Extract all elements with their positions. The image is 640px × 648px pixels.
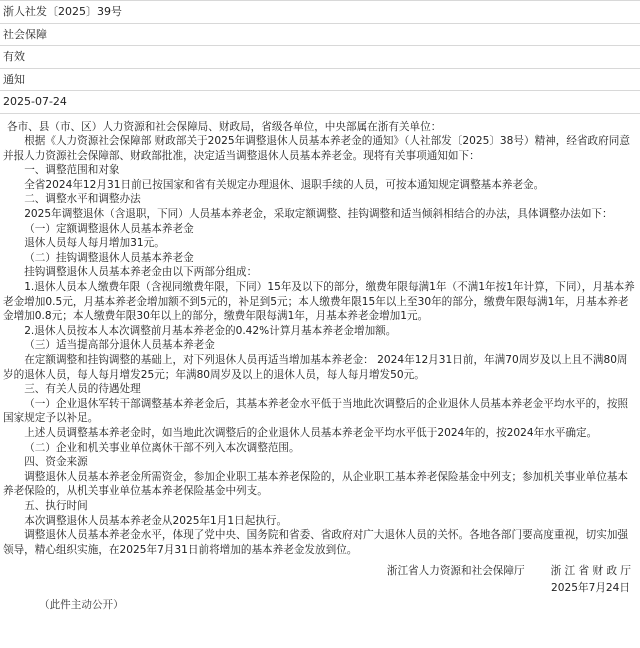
- signature-date: 2025年7月24日: [551, 582, 630, 595]
- section-2-title: 二、调整水平和调整办法: [24, 193, 141, 206]
- section-4-text: 调整退休人员基本养老金所需资金，参加企业职工基本养老保险的，从企业职工基本养老保险基金中列支；参加机关事业单位基本养老保险的，从机关事业单位基本养老保险基金中列支。: [3, 470, 629, 498]
- disclosure-note: （此件主动公开）: [39, 599, 124, 612]
- document-category: 社会保障: [0, 24, 640, 47]
- document-type: 通知: [0, 69, 640, 92]
- signature-org-finance: 浙 江 省 财 政 厅: [550, 565, 631, 578]
- section-2-3-title: （三）适当提高部分退休人员基本养老金: [24, 339, 215, 352]
- section-5-text: 本次调整退休人员基本养老金从2025年1月1日起执行。: [24, 514, 288, 527]
- section-5-title: 五、执行时间: [24, 499, 88, 512]
- salutation: 各市、县（市、区）人力资源和社会保障局、财政局，省级各单位，中央部属在浙有关单位：: [7, 120, 442, 133]
- section-3-1-text: （一）企业退休军转干部调整基本养老金后，其基本养老金水平低于当地此次调整后的企业退休人员基本养老金平均水平的，按照国家规定予以补足。: [3, 397, 629, 425]
- metadata-table: [0, 0, 640, 114]
- section-3-2-text: （二）企业和机关事业单位离休干部不列入本次调整范围。: [24, 441, 300, 454]
- section-2-text: 2025年调整退休（含退职，下同）人员基本养老金，采取定额调整、挂钩调整和适当倾斜相结合的办法，具体调整办法如下：: [24, 208, 613, 221]
- section-2-2-item-1: 1.退休人员本人缴费年限（含视同缴费年限，下同）15年及以下的部分，缴费年限每满1年（不满1年按1年计算，下同），月基本养老金增加0.5元，月基本养老金增加额不到5元的，补足到5元；本人缴费年限15年以上至30年的部分，缴费年限每满1年，月基本养老金增加0.8元；本人缴费年限30年以上的部分，缴费年限每满1年，月基本养老金增加1元。: [3, 281, 635, 323]
- section-3-title: 三、有关人员的待遇处理: [24, 383, 141, 396]
- section-3-1b-text: 上述人员调整基本养老金时，如当地此次调整后的企业退休人员基本养老金平均水平低于2024年的，按2024年水平确定。: [24, 426, 598, 439]
- section-1-text: 全省2024年12月31日前已按国家和省有关规定办理退休、退职手续的人员，可按本通知规定调整基本养老金。: [24, 178, 545, 191]
- section-4-title: 四、资金来源: [24, 456, 88, 469]
- section-2-2-text: 挂钩调整退休人员基本养老金由以下两部分组成：: [24, 266, 258, 279]
- document-number: 浙人社发〔2025〕39号: [0, 1, 640, 24]
- publish-date: 2025-07-24: [0, 91, 640, 114]
- section-2-2-item-2: 2.退休人员按本人本次调整前月基本养老金的0.42%计算月基本养老金增加额。: [24, 324, 397, 337]
- document-body: [0, 114, 640, 613]
- signature-org-hrss: 浙江省人力资源和社会保障厅: [386, 565, 525, 578]
- intro-paragraph: 根据《人力资源社会保障部 财政部关于2025年调整退休人员基本养老金的通知》（人社部发〔2025〕38号）精神，经省政府同意并报人力资源社会保障部、财政部批准，决定适当调整退休人员基本养老金。现将有关事项通知如下：: [3, 135, 630, 162]
- section-2-2-title: （二）挂钩调整退休人员基本养老金: [24, 251, 194, 264]
- section-2-3-text: 在定额调整和挂钩调整的基础上，对下列退休人员再适当增加基本养老金： 2024年12月31日前，年满70周岁及以上且不满80周岁的退休人员，每人每月增发25元；年满80周岁及以上的退休人员，每人每月增发50元。: [3, 354, 628, 381]
- closing-paragraph: 调整退休人员基本养老金水平，体现了党中央、国务院和省委、省政府对广大退休人员的关怀。各地各部门要高度重视，切实加强领导，精心组织实施，在2025年7月31日前将增加的基本养老金发放到位。: [3, 529, 629, 556]
- section-2-1-text: 退休人员每人每月增加31元。: [24, 237, 165, 250]
- signature-block: [3, 563, 637, 580]
- section-1-title: 一、调整范围和对象: [24, 164, 120, 177]
- section-2-1-title: （一）定额调整退休人员基本养老金: [24, 222, 194, 235]
- document-validity: 有效: [0, 46, 640, 69]
